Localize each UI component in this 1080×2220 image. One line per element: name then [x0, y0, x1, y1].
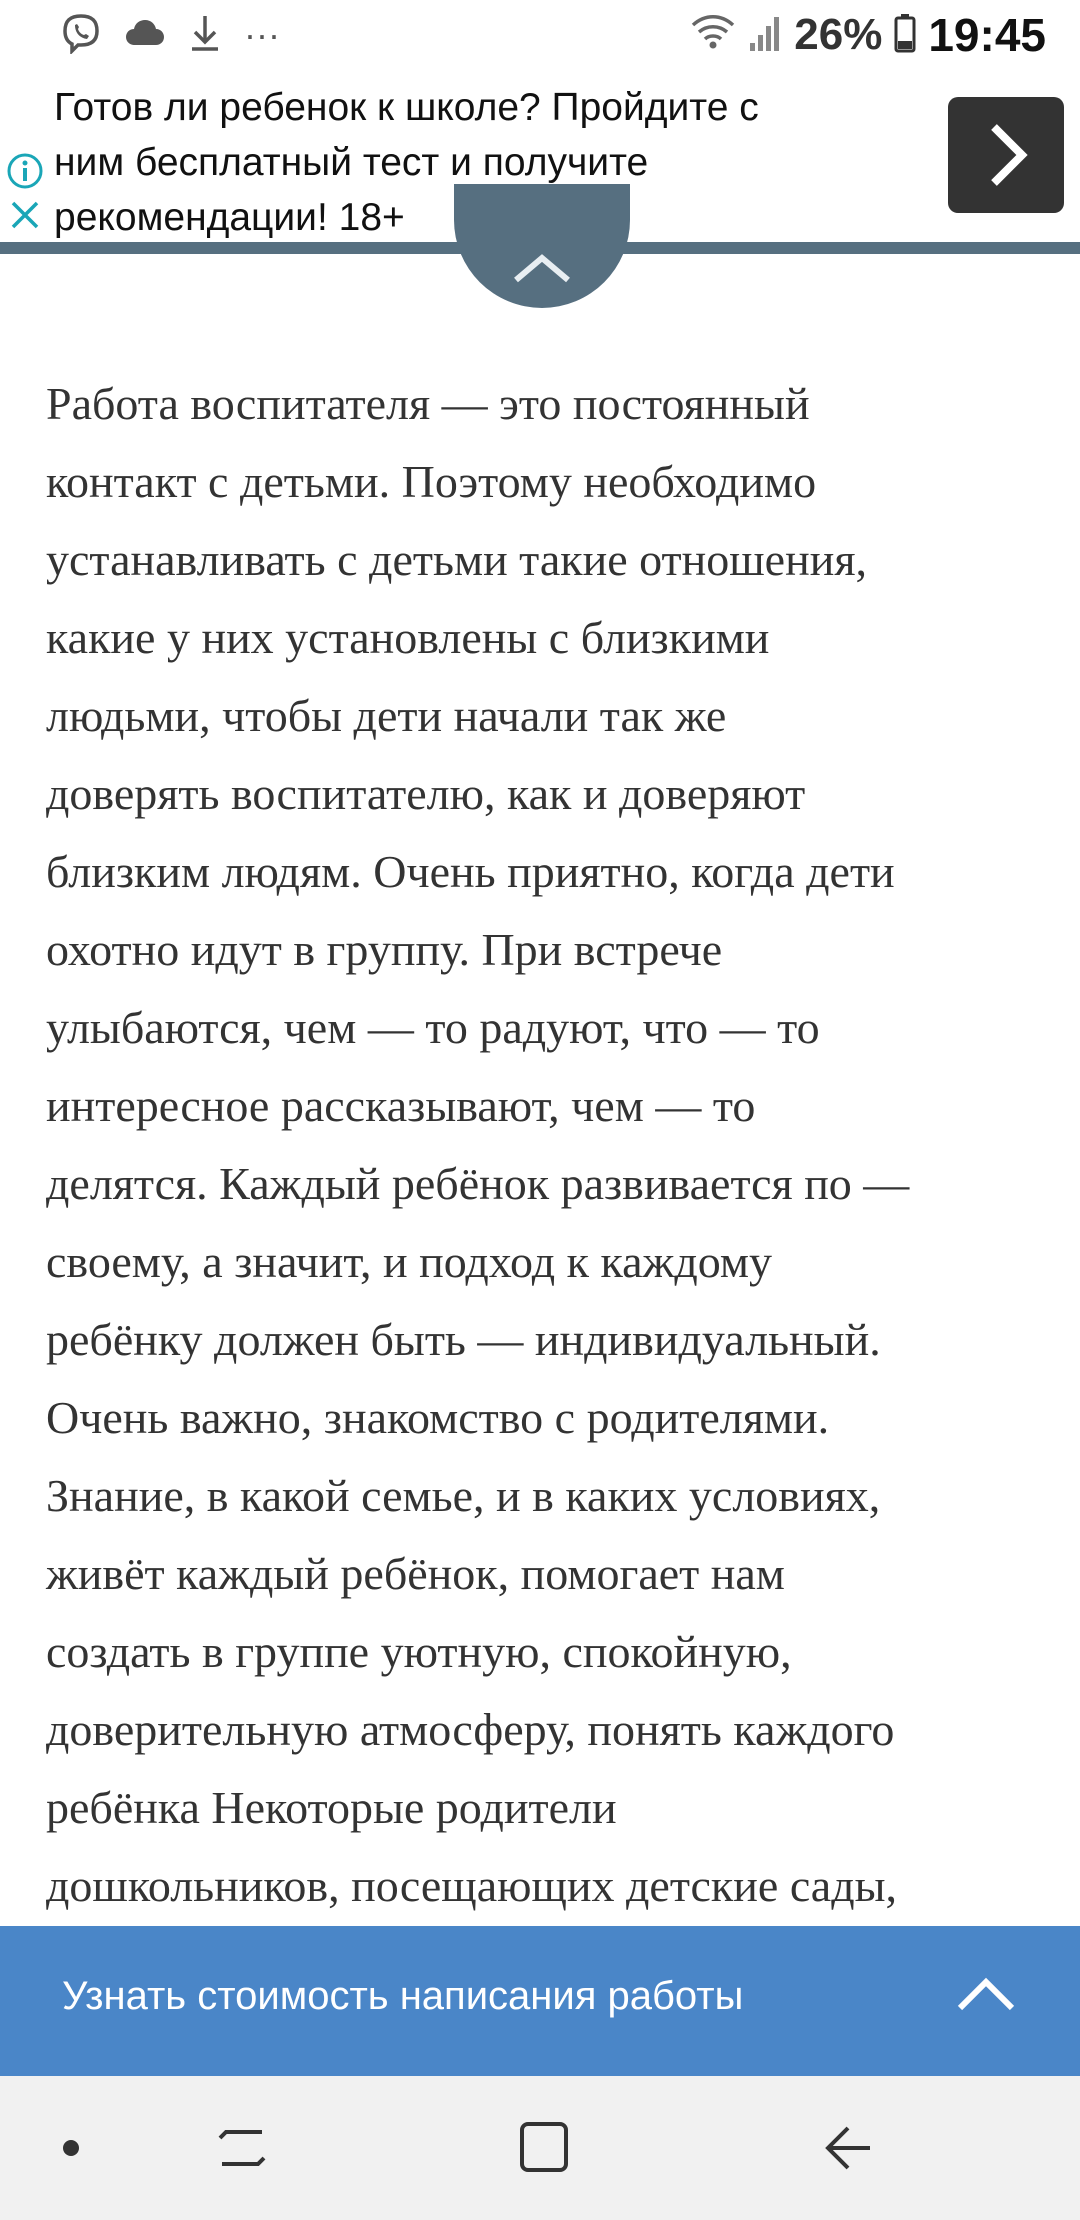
article-line: Очень важно, знакомство с родителями.: [46, 1392, 830, 1443]
wifi-icon: [690, 13, 736, 58]
price-request-bar[interactable]: [0, 1926, 1080, 2076]
article-line: дошкольников, посещающих детские сады,: [46, 1860, 898, 1911]
article-line: ребёнку должен быть — индивидуальный.: [46, 1314, 881, 1365]
ad-text-line: Готов ли ребенок к школе? Пройдите с: [54, 86, 759, 129]
article-line: своему, а значит, и подход к каждому: [46, 1236, 772, 1287]
article-line: какие у них установлены с близкими: [46, 612, 770, 663]
price-request-label: Узнать стоимость написания работы: [62, 1974, 744, 2018]
article-line: Знание, в какой семье, и в каких условиях,: [46, 1470, 881, 1521]
status-bar: [0, 0, 1080, 70]
ad-divider: [0, 242, 1080, 254]
article-line: Работа воспитателя — это постоянный: [46, 378, 810, 429]
article-line: доверительную атмосферу, понять каждого: [46, 1704, 895, 1755]
more-notifications-icon: ···: [244, 14, 280, 55]
article-text: [46, 365, 1046, 1925]
nav-dot-icon[interactable]: [63, 2140, 79, 2156]
recents-icon[interactable]: [216, 2122, 268, 2179]
cloud-icon: [124, 17, 166, 54]
article-line: интересное рассказывают, чем — то: [46, 1080, 756, 1131]
chevron-up-icon[interactable]: [956, 1974, 1016, 2019]
ad-text-line: рекомендации! 18+: [54, 196, 405, 239]
close-icon[interactable]: [8, 198, 42, 237]
article-line: людьми, чтобы дети начали так же: [46, 690, 727, 741]
article-line: ребёнка Некоторые родители: [46, 1782, 617, 1833]
info-icon[interactable]: [6, 152, 44, 195]
article-line: близким людям. Очень приятно, когда дети: [46, 846, 895, 897]
ad-text-line: ним бесплатный тест и получите: [54, 141, 649, 184]
system-nav-bar: [0, 2076, 1080, 2220]
article-line: устанавливать с детьми такие отношения,: [46, 534, 867, 585]
battery-icon: [894, 13, 916, 58]
download-icon: [188, 13, 222, 58]
article-line: контакт с детьми. Поэтому необходимо: [46, 456, 817, 507]
status-bar-system: [690, 6, 1046, 64]
chevron-right-icon: [948, 97, 1064, 213]
signal-icon: [748, 13, 782, 58]
article-line: делятся. Каждый ребёнок развивается по —: [46, 1158, 910, 1209]
chevron-up-icon: [510, 252, 574, 286]
back-icon[interactable]: [822, 2122, 874, 2179]
home-icon[interactable]: [518, 2120, 570, 2179]
status-bar-notifications: [60, 10, 280, 60]
clock: 19:45: [928, 9, 1046, 61]
battery-percent: 26%: [794, 10, 883, 59]
article-line: создать в группе уютную, спокойную,: [46, 1626, 792, 1677]
article-line: доверять воспитателю, как и доверяют: [46, 768, 806, 819]
article-line: улыбаются, чем — то радуют, что — то: [46, 1002, 820, 1053]
ad-open-button[interactable]: [948, 97, 1064, 213]
article-line: живёт каждый ребёнок, помогает нам: [46, 1548, 785, 1599]
article-line: охотно идут в группу. При встрече: [46, 924, 723, 975]
viber-icon: [60, 12, 102, 59]
